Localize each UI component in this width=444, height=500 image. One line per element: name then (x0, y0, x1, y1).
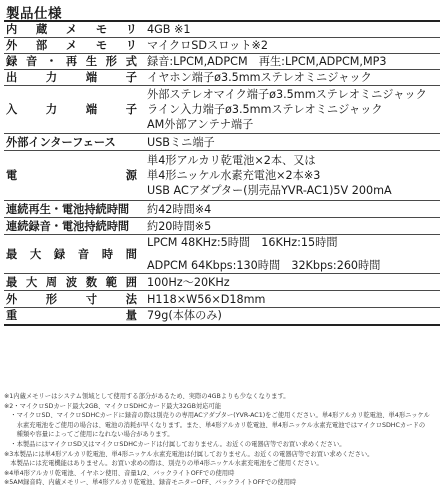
spec-value (141, 151, 440, 201)
footnote-line: ※5AM録音時、内蔵メモリー、単4形アルカリ乾電池、録音モニターOFF、バックライトOFFでの使用時 (4, 479, 297, 487)
spec-label-text: 録 音 ・ 再 生 形 式 (6, 55, 137, 68)
spec-value (141, 201, 440, 218)
spec-row (4, 201, 440, 218)
spec-value (141, 274, 440, 291)
spec-label-text: 連続再生・電池持続時間 (6, 202, 130, 216)
spec-value-line: USB ACアダプター(別売品YVR-AC1)5V 200mA (147, 184, 392, 197)
footnote-line: ・本製品にはマイクロSD又はマイクロSDHCカードは付属しておりません。お近くの電器店等でお買い求めください。 (4, 440, 346, 448)
spec-value-line: AM外部アンテナ端子 (147, 118, 254, 131)
spec-label (4, 274, 141, 291)
spec-value-line: 100Hz〜20KHz (147, 275, 230, 289)
spec-label-text: 外 形 寸 法 (6, 292, 137, 306)
spec-value-line: 4GB ※1 (147, 23, 191, 36)
footnote-line: 水素充電池をご使用の場合は、電池の消耗が早くなります。また、単4形アルカリ乾電池、単4形ニッケル水素充電池ではマイクロSDHCカードの (4, 421, 426, 429)
footnote-line: ・マイクロSD、マイクロSDHCカードに録音の際は別売りの専用ACアダプター(YVR-AC1)をご使用ください。単4形アルカリ乾電池、単4形ニッケル (4, 412, 430, 420)
spec-label-text: 入 力 端 子 (6, 103, 137, 116)
spec-label-text: 電 源 (6, 169, 137, 182)
spec-label-text: 外 部 メ モ リ (6, 39, 137, 52)
spec-label (4, 38, 141, 54)
spec-row (4, 308, 440, 325)
spec-row (4, 70, 440, 86)
spec-value (141, 70, 440, 86)
spec-value-line: 単4形ニッケル水素充電池×2本※3 (147, 169, 321, 182)
spec-label (4, 86, 141, 134)
footnote-line: ※2・マイクロSDカード最大2GB、マイクロSDHCカード最大32GB対応可能 (4, 402, 222, 410)
spec-label-text: 最 大 周 波 数 範 囲 (6, 275, 137, 289)
spec-row (4, 134, 440, 151)
spec-label (4, 308, 141, 325)
footnote-line: ※3本製品には単4形アルカリ乾電池、単4形ニッケル水素充電池は付属しておりません。お近くの電器店等でお買い求めください。 (4, 450, 374, 458)
spec-row (4, 86, 440, 134)
spec-value (141, 38, 440, 54)
spec-value-line: ライン入力端子ø3.5mmステレオミニジャック (147, 103, 383, 116)
spec-value (141, 235, 440, 274)
spec-row (4, 235, 440, 274)
spec-value-line: USBミニ端子 (147, 135, 215, 149)
spec-label-text: 出 力 端 子 (6, 71, 137, 84)
spec-table (4, 20, 440, 326)
spec-label (4, 21, 141, 38)
spec-value-line: 79g(本体のみ) (147, 309, 222, 323)
spec-label (4, 70, 141, 86)
spec-label (4, 235, 141, 274)
spec-value-line: イヤホン端子ø3.5mmステレオミニジャック (147, 71, 372, 84)
spec-value-line: 録音:LPCM,ADPCM 再生:LPCM,ADPCM,MP3 (147, 55, 387, 68)
footnote-line: 本製品には充電機能はありません。お買い求めの際は、別売りの単4形ニッケル水素充電池をご使用ください。 (4, 460, 323, 468)
spec-label (4, 291, 141, 308)
spec-value-line: LPCM 48KHz:5時間 16KHz:15時間 (147, 236, 338, 249)
footnote-line: ※4単4形アルカリ乾電池、イヤホン使用、音量1/2、バックライトOFFでの使用時 (4, 469, 235, 477)
spec-value-line: 約20時間※5 (147, 219, 212, 233)
spec-row (4, 151, 440, 201)
spec-label-text: 重 量 (6, 309, 137, 323)
spec-value-line: マイクロSDスロット※2 (147, 39, 269, 52)
spec-label (4, 151, 141, 201)
spec-value (141, 291, 440, 308)
spec-row (4, 38, 440, 54)
spec-value-line: 外部ステレオマイク端子ø3.5mmステレオミニジャック (147, 88, 427, 101)
spec-label (4, 218, 141, 235)
spec-value (141, 218, 440, 235)
spec-label (4, 134, 141, 151)
spec-value (141, 54, 440, 70)
spec-value-line: 約42時間※4 (147, 202, 212, 216)
spec-row (4, 218, 440, 235)
spec-value (141, 21, 440, 38)
spec-value (141, 86, 440, 134)
spec-value-line: H118×W56×D18mm (147, 292, 266, 306)
footnote-line: 種類や容量によってご使用になれない場合があります。 (4, 431, 174, 439)
footnotes (4, 392, 440, 488)
page-title: 製品仕様 (6, 6, 62, 22)
spec-label (4, 54, 141, 70)
spec-label-text: 外部インターフェース (6, 135, 116, 149)
footnote-line: ※1内蔵メモリーはシステム領域として使用する部分があるため、実際の4GBよりも少なくなります。 (4, 393, 290, 400)
spec-value (141, 134, 440, 151)
spec-label (4, 201, 141, 218)
spec-label-text: 最 大 録 音 時 間 (6, 247, 137, 261)
spec-row (4, 291, 440, 308)
spec-row (4, 21, 440, 38)
spec-value-line: ADPCM 64Kbps:130時間 32Kbps:260時間 (147, 259, 381, 272)
spec-label-text: 連続録音・電池持続時間 (6, 219, 130, 233)
spec-value-line: 単4形アルカリ乾電池×2本、又は (147, 154, 316, 167)
spec-label-text: 内 蔵 メ モ リ (6, 23, 137, 36)
spec-row (4, 54, 440, 70)
spec-row (4, 274, 440, 291)
spec-value (141, 308, 440, 325)
